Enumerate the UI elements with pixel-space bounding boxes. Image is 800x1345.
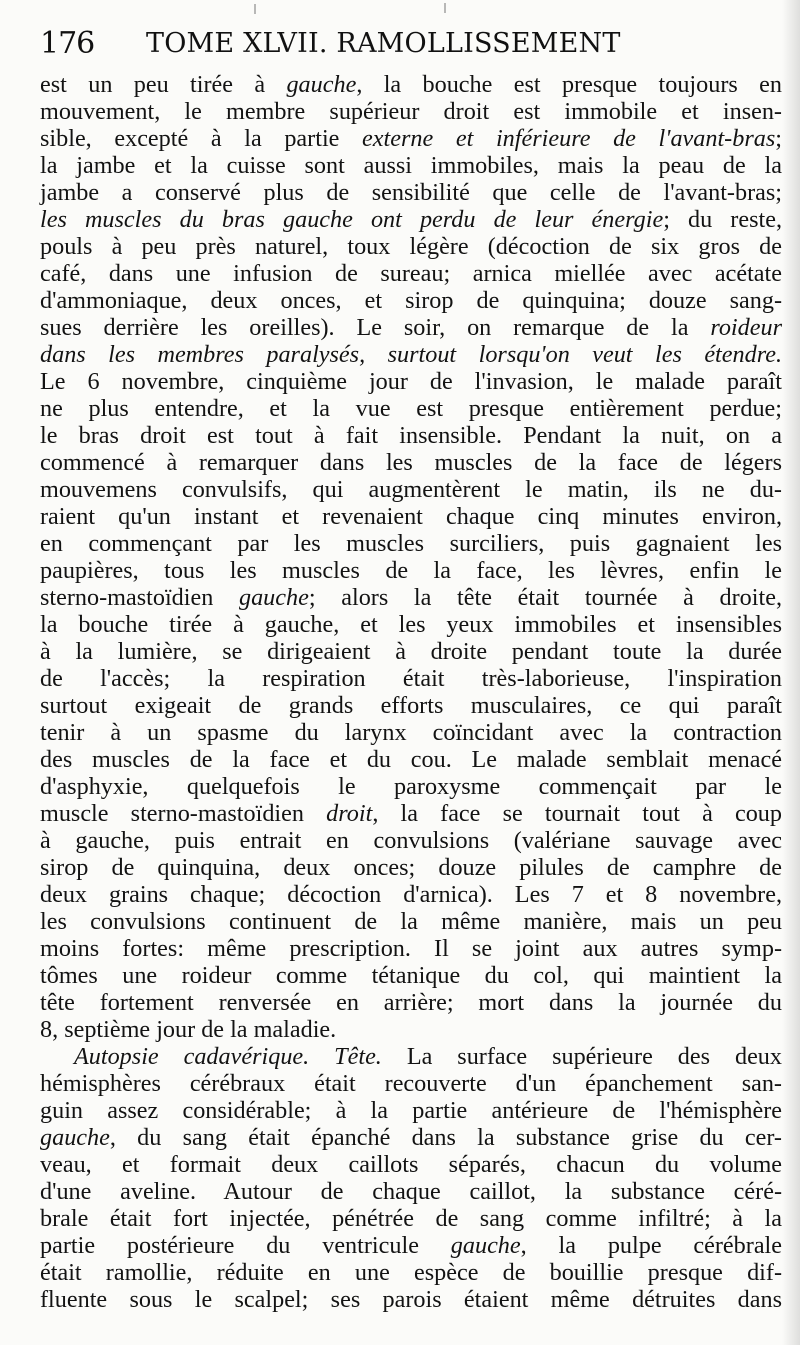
text-line: d'ammoniaque, deux onces, et sirop de quinquina; douze sang- xyxy=(40,287,782,314)
text-line: raient qu'un instant et revenaient chaque cinq minutes environ, xyxy=(40,503,782,530)
text-line: pouls à peu près naturel, toux légère (décoction de six gros de xyxy=(40,233,782,260)
page-number: 176 xyxy=(40,26,95,61)
text-line: d'asphyxie, quelquefois le paroxysme commençait par le xyxy=(40,773,782,800)
text-line: les muscles du bras gauche ont perdu de leur énergie; du reste, xyxy=(40,206,782,233)
text-line: commencé à remarquer dans les muscles de la face de légers xyxy=(40,449,782,476)
text-line: de l'accès; la respiration était très-laborieuse, l'inspiration xyxy=(40,665,782,692)
text-line: à la lumière, se dirigeaient à droite pendant toute la durée xyxy=(40,638,782,665)
text-line: muscle sterno-mastoïdien droit, la face se tournait tout à coup xyxy=(40,800,782,827)
text-line: ne plus entendre, et la vue est presque entièrement perdue; xyxy=(40,395,782,422)
text-line: partie postérieure du ventricule gauche, la pulpe cérébrale xyxy=(40,1232,783,1259)
text-line: la bouche tirée à gauche, et les yeux immobiles et insensibles xyxy=(40,611,782,638)
text-line: jambe a conservé plus de sensibilité que celle de l'avant-bras; xyxy=(40,179,782,206)
running-title: TOME XLVII. RAMOLLISSEMENT xyxy=(146,28,621,59)
text-line: dans les membres paralysés, surtout lorsqu'on veut les étendre. xyxy=(40,341,782,368)
text-line: deux grains chaque; décoction d'arnica). Les 7 et 8 novembre, xyxy=(40,881,782,908)
text-line: la jambe et la cuisse sont aussi immobiles, mais la peau de la xyxy=(40,152,782,179)
text-line: est un peu tirée à gauche, la bouche est presque toujours en xyxy=(40,71,782,98)
text-line: brale était fort injectée, pénétrée de sang comme infiltré; à la xyxy=(40,1205,782,1232)
text-line: mouvemens convulsifs, qui augmentèrent le matin, ils ne du- xyxy=(40,476,782,503)
text-line: d'une aveline. Autour de chaque caillot, la substance céré- xyxy=(40,1178,782,1205)
text-line: fluente sous le scalpel; ses parois étaient même détruites dans xyxy=(40,1286,782,1313)
text-line: tête fortement renversée en arrière; mort dans la journée du xyxy=(40,989,782,1016)
text-line: mouvement, le membre supérieur droit est immobile et insen- xyxy=(40,98,782,125)
print-speck xyxy=(254,4,256,14)
text-line: à gauche, puis entrait en convulsions (valériane sauvage avec xyxy=(40,827,782,854)
text-line: tenir à un spasme du larynx coïncidant avec la contraction xyxy=(40,719,782,746)
text-line: moins fortes: même prescription. Il se joint aux autres symp- xyxy=(40,935,782,962)
text-line: café, dans une infusion de sureau; arnica miellée avec acétate xyxy=(40,260,782,287)
text-line: gauche, du sang était épanché dans la substance grise du cer- xyxy=(40,1124,782,1151)
text-line: surtout exigeait de grands efforts musculaires, ce qui paraît xyxy=(40,692,782,719)
text-line: paupières, tous les muscles de la face, les lèvres, enfin le xyxy=(40,557,782,584)
text-line: Le 6 novembre, cinquième jour de l'invasion, le malade paraît xyxy=(40,368,782,395)
page-header xyxy=(40,26,784,66)
text-line: le bras droit est tout à fait insensible. Pendant la nuit, on a xyxy=(40,422,782,449)
text-line: en commençant par les muscles surciliers, puis gagnaient les xyxy=(40,530,782,557)
body-text xyxy=(40,71,782,1313)
text-line: tômes une roideur comme tétanique du col, qui maintient la xyxy=(40,962,782,989)
page-edge-shadow xyxy=(782,0,800,1345)
text-line: guin assez considérable; à la partie antérieure de l'hémisphère xyxy=(40,1097,782,1124)
text-line: 8, septième jour de la maladie. xyxy=(40,1016,337,1043)
print-speck xyxy=(444,3,446,13)
text-line: veau, et formait deux caillots séparés, chacun du volume xyxy=(40,1151,782,1178)
text-line: Autopsie cadavérique. Tête. La surface supérieure des deux xyxy=(74,1043,782,1070)
text-line: hémisphères cérébraux était recouverte d'un épanchement san- xyxy=(40,1070,782,1097)
text-line: sues derrière les oreilles). Le soir, on remarque de la roideur xyxy=(40,314,782,341)
text-line: sterno-mastoïdien gauche; alors la tête était tournée à droite, xyxy=(40,584,782,611)
text-line: sible, excepté à la partie externe et inférieure de l'avant-bras; xyxy=(40,125,782,152)
text-line: sirop de quinquina, deux onces; douze pilules de camphre de xyxy=(40,854,782,881)
text-line: était ramollie, réduite en une espèce de bouillie presque dif- xyxy=(40,1259,782,1286)
text-line: des muscles de la face et du cou. Le malade semblait menacé xyxy=(40,746,782,773)
text-line: les convulsions continuent de la même manière, mais un peu xyxy=(40,908,782,935)
